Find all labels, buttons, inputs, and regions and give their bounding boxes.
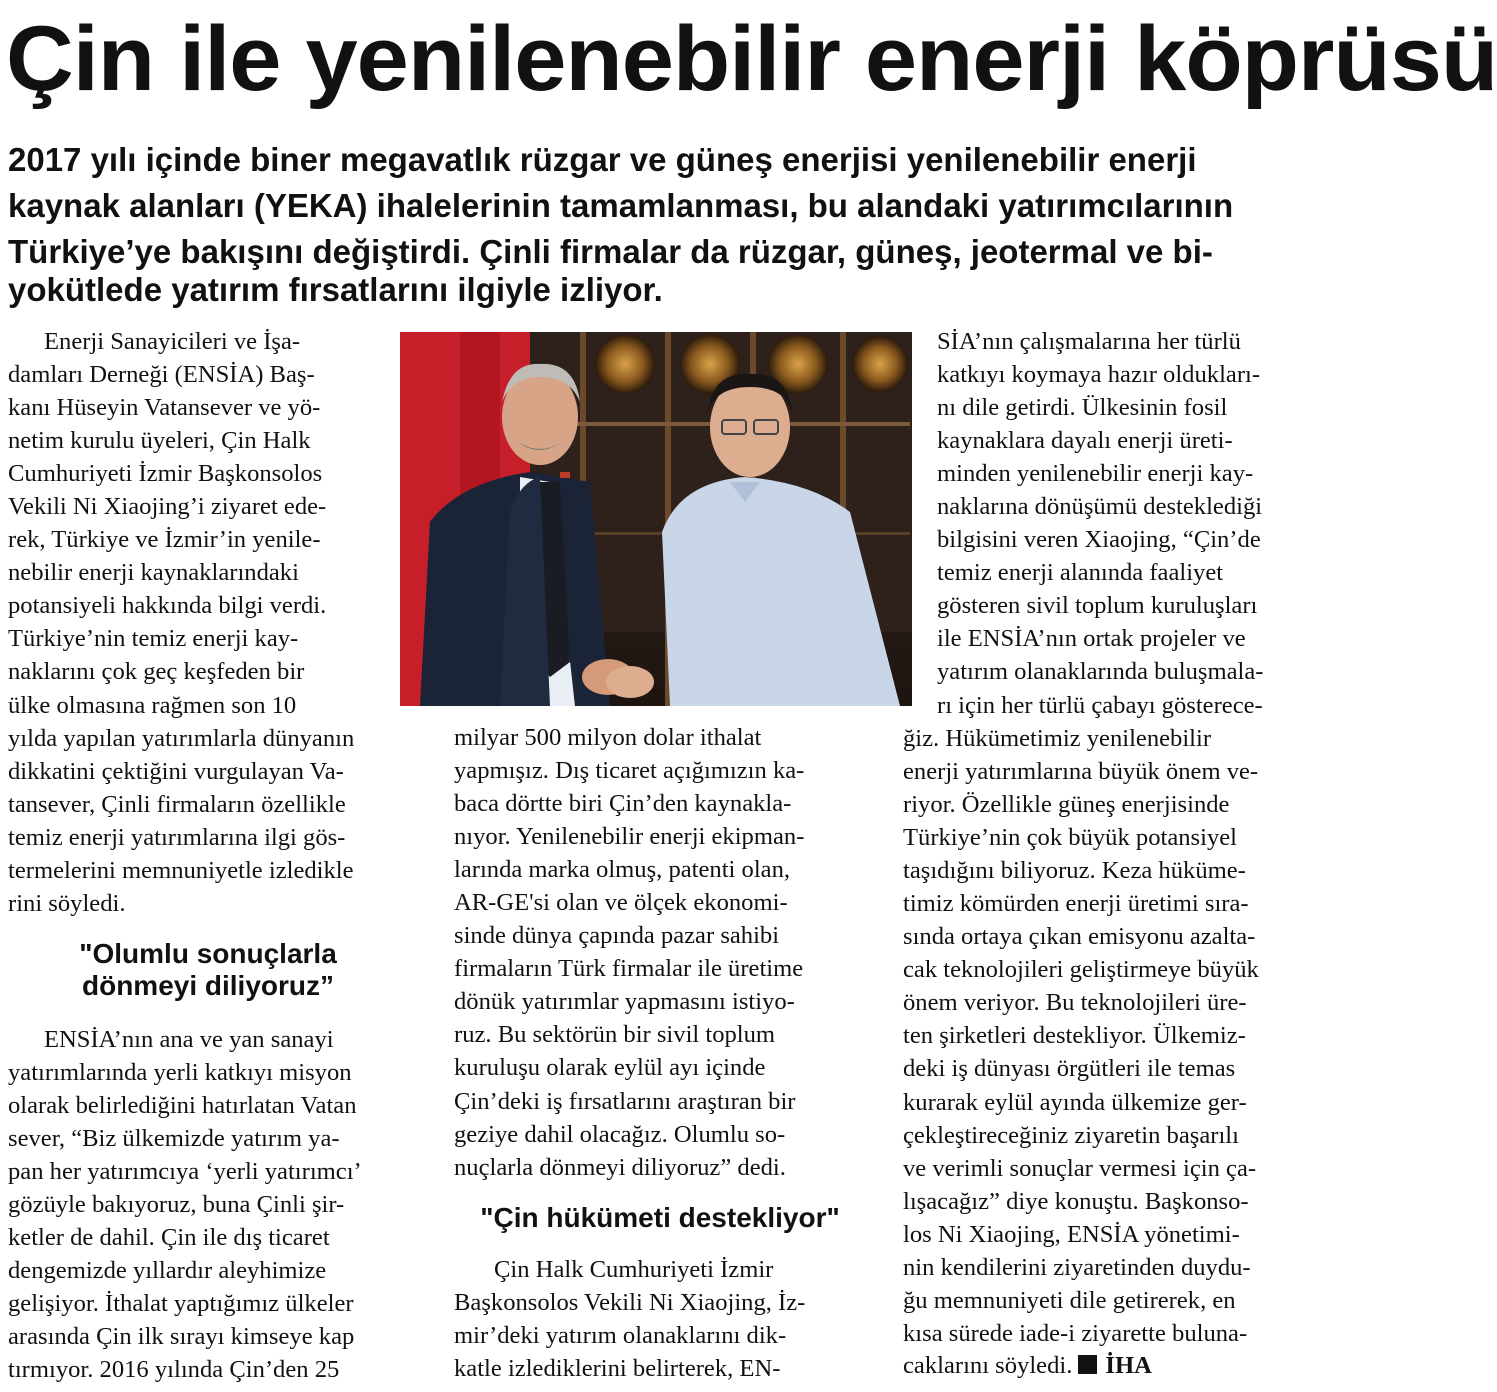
text-line: larında marka olmuş, patenti olan, [454, 856, 791, 884]
subheading-line: dönmeyi diliyoruz” [81, 970, 335, 1001]
text-line: enerji yatırımlarına büyük önem ve- [903, 758, 1259, 786]
closing-text: caklarını söyledi. [903, 1352, 1073, 1379]
column-2-paragraph-1 [454, 721, 854, 1184]
text-line: naklarını çok geç keşfeden bir [8, 658, 305, 686]
text-line: nebilir enerji kaynaklarındaki [8, 559, 299, 587]
text-line: kuruluşu olarak eylül ayı içinde [454, 1054, 766, 1082]
lead-line: Türkiye’ye bakışını değiştirdi. Çinli firmalar da rüzgar, güneş, jeotermal ve bi- [8, 233, 1213, 270]
text-line: Türkiye’nin temiz enerji kay- [8, 625, 299, 653]
text-line: kaynaklara dayalı enerji üreti- [937, 427, 1233, 455]
text-line: damları Derneği (ENSİA) Baş- [8, 361, 315, 389]
text-line: AR-GE'si olan ve ölçek ekonomi- [454, 889, 788, 917]
text-line: bilgisini veren Xiaojing, “Çin’de [937, 526, 1261, 554]
text-line: Türkiye’nin çok büyük potansiyel [903, 824, 1237, 852]
subheading-cin-hukumeti: "Çin hükümeti destekliyor" [480, 1202, 840, 1233]
lead-line: yokütlede yatırım fırsatlarını ilgiyle izliyor. [8, 271, 663, 308]
text-line: tansever, Çinli firmaların özellikle [8, 790, 346, 818]
text-line: gözüyle bakıyoruz, buna Çinli şir- [8, 1191, 345, 1219]
text-line: ENSİA’nın ana ve yan sanayi [44, 1026, 334, 1053]
text-line: ile ENSİA’nın ortak projeler ve [937, 625, 1246, 653]
text-line: termelerini memnuniyetle izledikle [8, 856, 354, 884]
text-line: yılda yapılan yatırımlarla dünyanın [8, 724, 355, 752]
news-agency: İHA [1105, 1352, 1152, 1379]
text-line: netim kurulu üyeleri, Çin Halk [8, 427, 311, 455]
subheading-line: "Olumlu sonuçlarla [79, 938, 337, 969]
text-line: katle izlediklerini belirterek, EN- [454, 1355, 781, 1383]
text-line: rek, Türkiye ve İzmir’in yenile- [8, 526, 321, 554]
column-3-top [937, 325, 1322, 722]
text-line: Çin Halk Cumhuriyeti İzmir [494, 1256, 774, 1283]
text-line: tırmıyor. 2016 yılında Çin’den 25 [8, 1356, 340, 1384]
text-line: mir’deki yatırım olanaklarını dik- [454, 1322, 787, 1350]
column-2-paragraph-2 [454, 1253, 854, 1385]
column-3-last-line [903, 1349, 1323, 1382]
text-line: Çin’deki iş fırsatlarını araştıran bir [454, 1087, 796, 1115]
text-line: nin kendilerini ziyaretinden duydu- [903, 1253, 1251, 1281]
text-line: olarak belirlediğini hatırlatan Vatan [8, 1092, 357, 1120]
text-line: cak teknolojileri geliştirmeye büyük [903, 956, 1259, 984]
text-line: sever, “Biz ülkemizde yatırım ya- [8, 1125, 340, 1153]
text-line: dönük yatırımlar yapmasını istiyo- [454, 988, 795, 1016]
text-line: deki iş dünyası örgütleri ile temas [903, 1055, 1236, 1083]
text-line: naklarına dönüşümü desteklediği [937, 493, 1263, 521]
text-line: ve verimli sonuçlar vermesi için ça- [903, 1154, 1257, 1182]
text-line: kanı Hüseyin Vatansever ve yö- [8, 394, 321, 422]
column-3-bottom [903, 722, 1323, 1350]
text-line: lışacağız” diye konuştu. Başkonso- [903, 1187, 1249, 1215]
lead-line: kaynak alanları (YEKA) ihalelerinin tamamlanması, bu alandaki yatırımcılarının [8, 187, 1234, 224]
text-line: Vekili Ni Xiaojing’i ziyaret ede- [8, 493, 327, 521]
text-line: minden yenilenebilir enerji kay- [937, 460, 1254, 488]
text-line: milyar 500 milyon dolar ithalat [454, 724, 762, 751]
lead-line: 2017 yılı içinde biner megavatlık rüzgar ve güneş enerjisi yenilenebilir enerji [8, 141, 1197, 178]
text-line: SİA’nın çalışmalarına her türlü [937, 328, 1241, 355]
text-line: nuçlarla dönmeyi diliyoruz” dedi. [454, 1153, 786, 1181]
text-line: arasında Çin ilk sırayı kimseye kap [8, 1323, 355, 1351]
text-line: ketler de dahil. Çin ile dış ticaret [8, 1224, 330, 1252]
text-line: ruz. Bu sektörün bir sivil toplum [454, 1021, 776, 1049]
text-line: potansiyeli hakkında bilgi verdi. [8, 592, 327, 620]
text-line: yatırımlarında yerli katkıyı misyon [8, 1059, 352, 1087]
text-line: çekleştireceğiniz ziyaretin başarılı [903, 1121, 1239, 1149]
text-line: firmaların Türk firmalar ile üretime [454, 955, 804, 983]
text-line: gelişiyor. İthalat yaptığımız ülkeler [8, 1290, 354, 1318]
text-line: gösteren sivil toplum kuruluşları [937, 592, 1258, 620]
text-line: geziye dahil olacağız. Olumlu so- [454, 1120, 786, 1148]
text-line: Enerji Sanayicileri ve İşa- [44, 328, 301, 355]
text-line: rı için her türlü çabayı gösterece- [937, 691, 1263, 719]
text-line: sında ortaya çıkan emisyonu azalta- [903, 923, 1256, 951]
text-line: sinde dünya çapında pazar sahibi [454, 922, 780, 950]
text-line: rini söyledi. [8, 889, 126, 917]
text-line: kısa sürede iade-i ziyarette buluna- [903, 1319, 1248, 1347]
text-line: dikkatini çektiğini vurgulayan Va- [8, 757, 344, 785]
photo-two-men-handshake [400, 332, 912, 706]
text-line: Cumhuriyeti İzmir Başkonsolos [8, 460, 323, 488]
text-line: yapmışız. Dış ticaret açığımızın ka- [454, 757, 805, 785]
text-line: Başkonsolos Vekili Ni Xiaojing, İz- [454, 1289, 806, 1317]
text-line: timiz kömürden enerji üretimi sıra- [903, 890, 1249, 918]
text-line: pan her yatırımcıya ‘yerli yatırımcı’ [8, 1158, 362, 1186]
subheading-olumlu [8, 938, 408, 1002]
column-1-paragraph-2 [8, 1023, 400, 1387]
text-line: los Ni Xiaojing, ENSİA yönetimi- [903, 1220, 1240, 1248]
text-line: ğiz. Hükümetimiz yenilenebilir [903, 725, 1212, 752]
text-line: nıyor. Yenilenebilir enerji ekipman- [454, 823, 805, 851]
text-line: temiz enerji yatırımlarına ilgi gös- [8, 823, 346, 851]
text-line: ğu memnuniyeti dile getirerek, en [903, 1286, 1236, 1314]
text-line: nı dile getirdi. Ülkesinin fosil [937, 394, 1228, 422]
text-line: riyor. Özellikle güneş enerjisinde [903, 791, 1230, 819]
text-line: önem veriyor. Bu teknolojileri üre- [903, 989, 1247, 1017]
column-1-paragraph-1 [8, 325, 400, 920]
text-line: ten şirketleri destekliyor. Ülkemiz- [903, 1022, 1246, 1050]
text-line: yatırım olanaklarında buluşmala- [937, 658, 1264, 686]
text-line: kurarak eylül ayında ülkemize ger- [903, 1088, 1247, 1116]
text-line: dengemizde yıllardır aleyhimize [8, 1257, 327, 1285]
text-line: ülke olmasına rağmen son 10 [8, 691, 297, 719]
text-line: katkıyı koymaya hazır oldukları- [937, 361, 1261, 389]
text-line: taşıdığını biliyoruz. Keza hüküme- [903, 857, 1246, 885]
end-square-icon [1078, 1355, 1097, 1374]
text-line: baca dörtte biri Çin’den kaynakla- [454, 790, 792, 818]
article-photo [400, 332, 912, 706]
text-line: temiz enerji alanında faaliyet [937, 559, 1224, 587]
headline: Çin ile yenilenebilir enerji köprüsü [6, 8, 1497, 110]
